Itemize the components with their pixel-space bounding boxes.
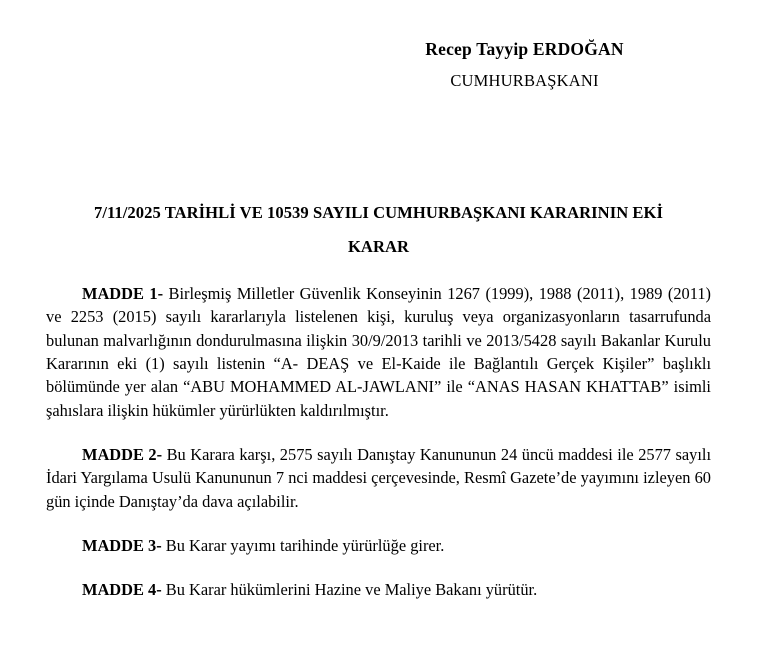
article-4-text: Bu Karar hükümlerini Hazine ve Maliye Bakanı yürütür. [161, 580, 538, 600]
article-3-label: MADDE 3- [82, 535, 162, 555]
article-1-label: MADDE 1- [82, 284, 164, 304]
article-2 [46, 443, 711, 513]
article-1-text: Birleşmiş Milletler Güvenlik Konseyinin 1267 (1999), 1988 (2011), 1989 (2011) ve 2253 (2015) sayılı kararlarıyla listelenen kişi, kuruluş veya organizasyonların tasarrufunda bulunan malvarlığının dondurulmasına ilişkin 30/9/2013 tarihli ve 2013/5428 sayılı Bakanlar Kurulu Kararının eki (1) sayılı listenin “A- DEAŞ ve El-Kaide ile Bağlantılı Gerçek Kişiler” başlıklı bölümünde yer alan “ABU MOHAMMED AL-JAWLANI” ile “ANAS HASAN KHATTAB” isimli şahıslara ilişkin hükümler yürürlükten kaldırılmıştır. [46, 284, 711, 420]
article-3-text: Bu Karar yayımı tarihinde yürürlüğe girer. [161, 535, 445, 555]
article-4-label: MADDE 4- [82, 580, 162, 600]
document-heading-line1: 7/11/2025 TARİHLİ VE 10539 SAYILI CUMHURBAŞKANI KARARININ EKİ [93, 203, 664, 223]
document-heading [46, 203, 711, 257]
signature-name: Recep Tayyip ERDOĞAN [425, 39, 624, 59]
article-4 [46, 578, 711, 601]
signature-title: CUMHURBAŞKANI [450, 70, 599, 90]
article-3 [46, 534, 711, 557]
document-heading-line2: KARAR [347, 237, 410, 257]
article-2-label: MADDE 2- [82, 444, 163, 464]
article-2-text: Bu Karara karşı, 2575 sayılı Danıştay Kanununun 24 üncü maddesi ile 2577 sayılı İdari Yargılama Usulü Kanununun 7 nci maddesi çerçevesinde, Resmî Gazete’de yayımını izleyen 60 gün içinde Danıştay’da dava açılabilir. [46, 444, 711, 511]
signature-block [346, 38, 703, 91]
article-1 [46, 282, 711, 422]
document-page [0, 38, 757, 657]
